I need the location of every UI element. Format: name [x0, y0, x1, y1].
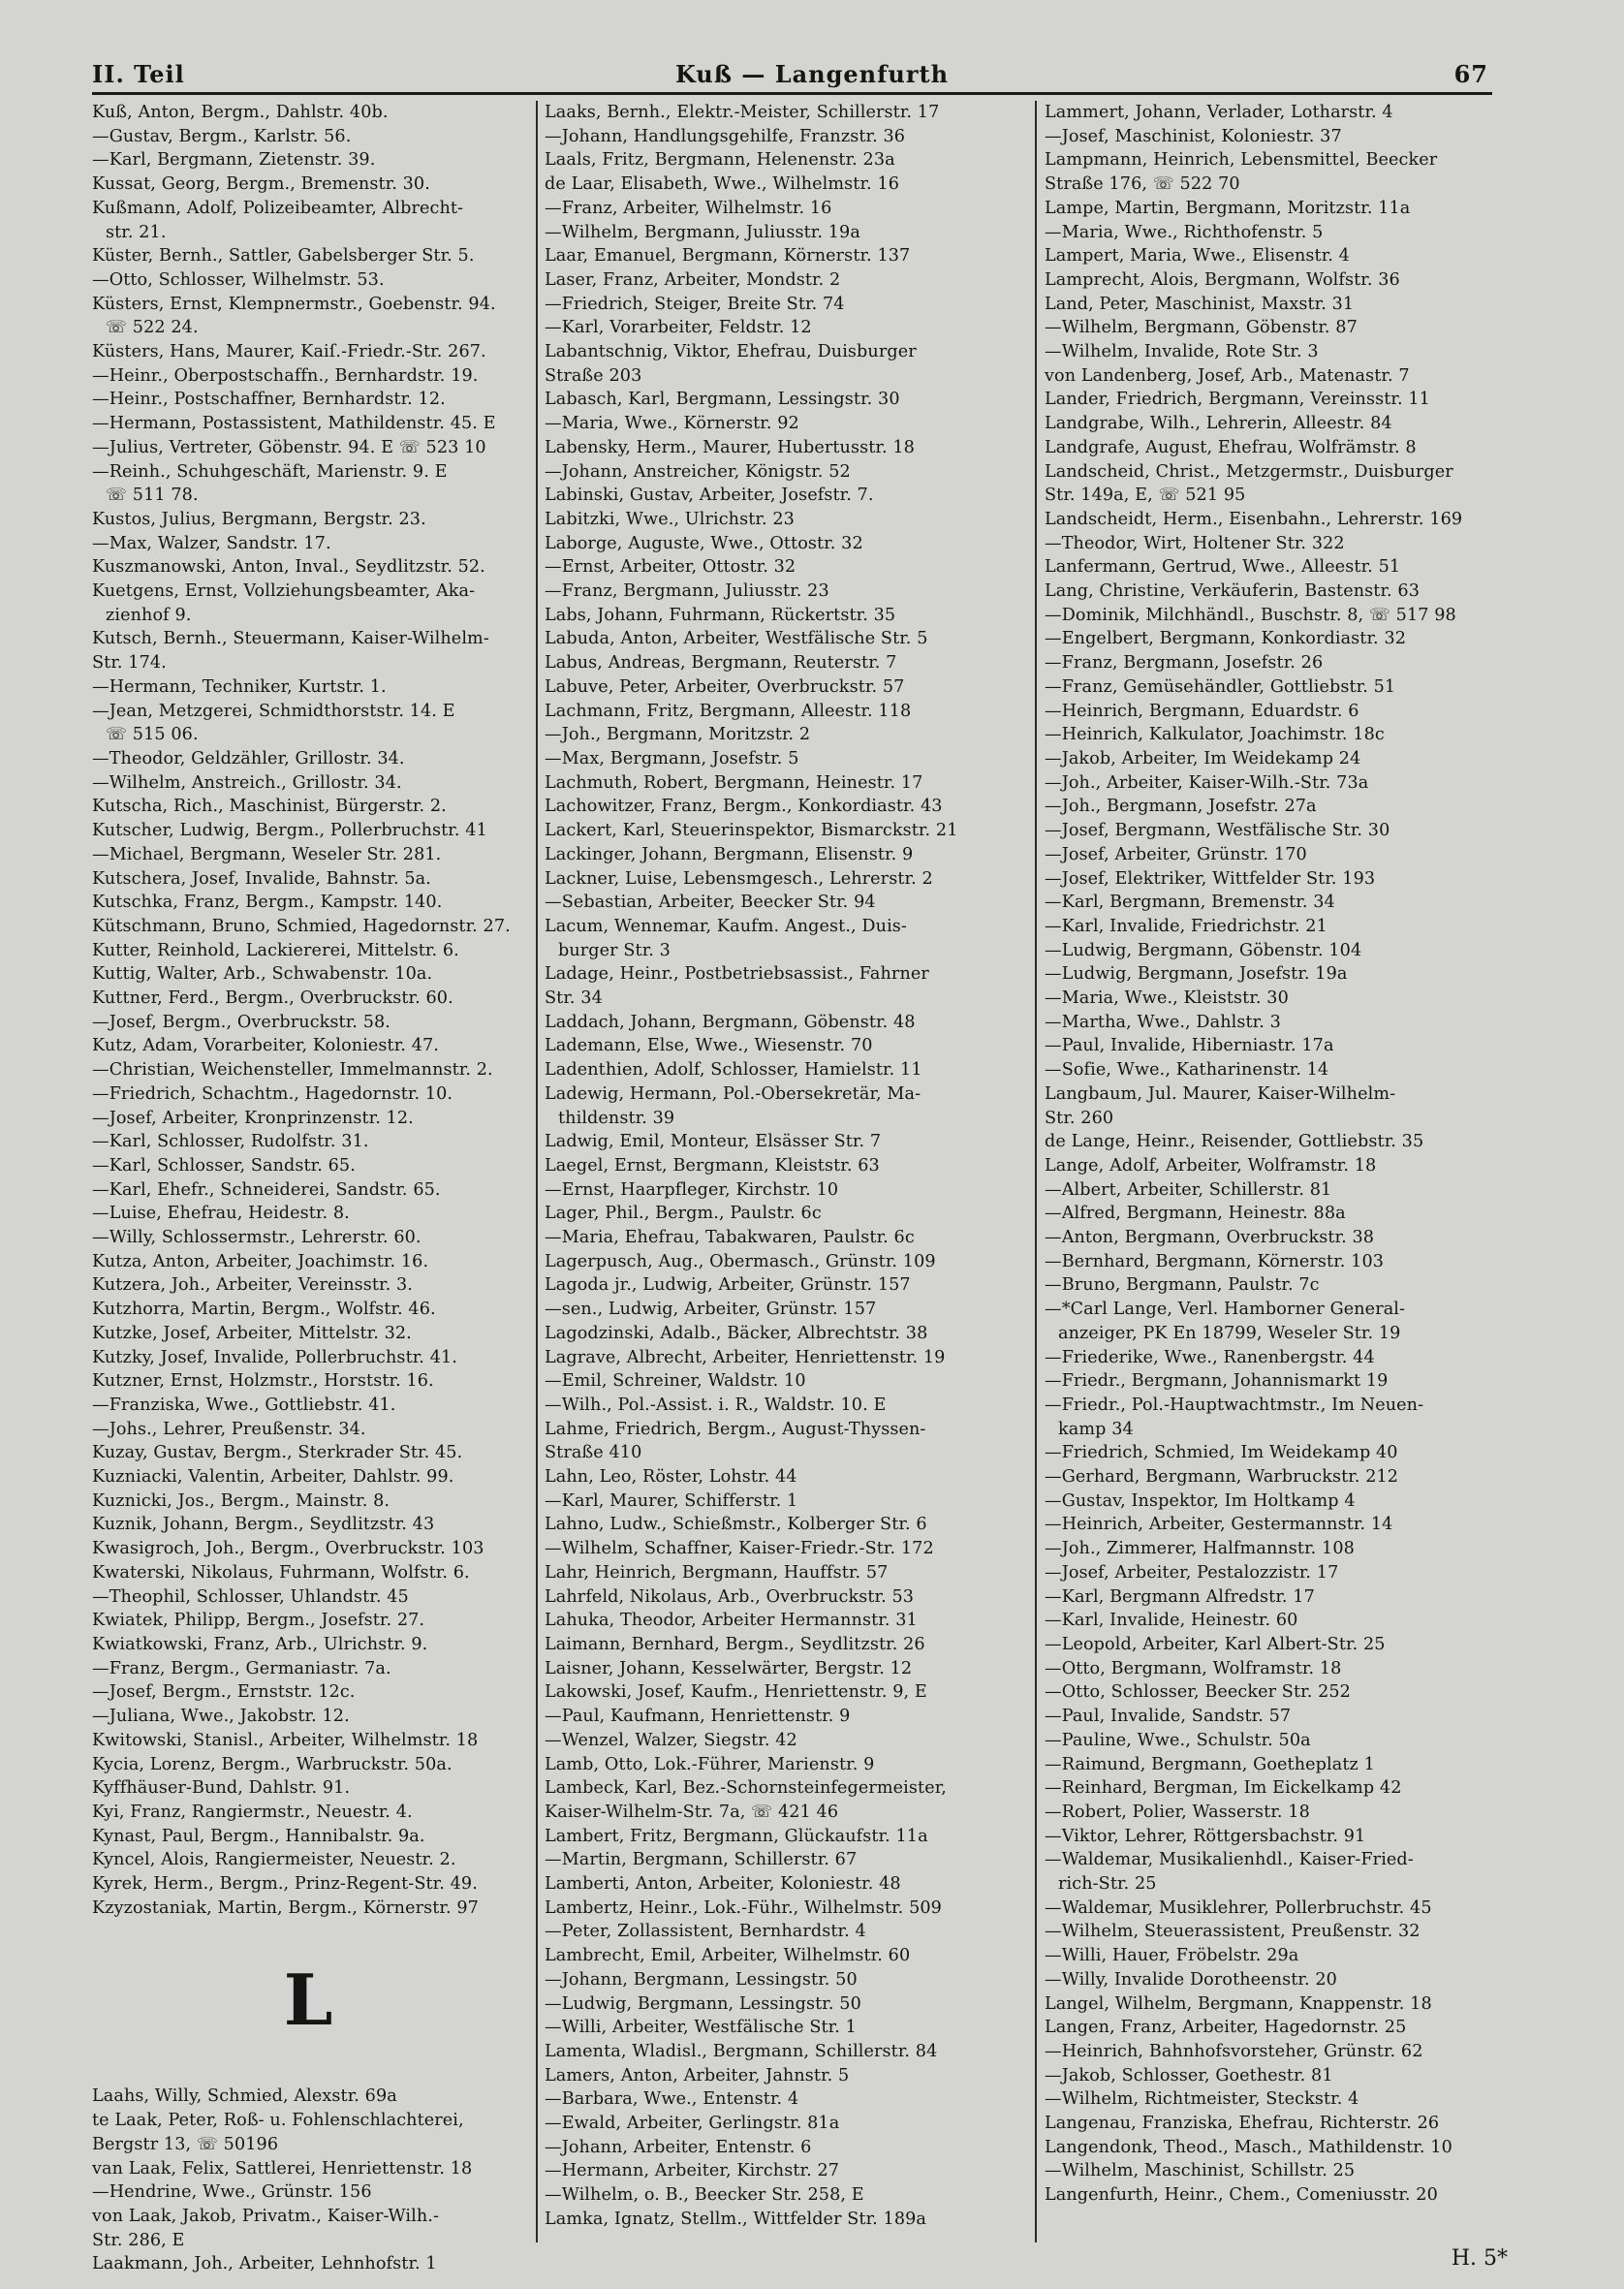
- directory-entry: —Barbara, Wwe., Entenstr. 4: [545, 2089, 799, 2110]
- directory-entry: —Heinr., Oberpostschaffn., Bernhardstr. 19.: [92, 365, 479, 386]
- directory-entry: —Dominik, Milchhändl., Buschstr. 8, ☏ 517 98: [1045, 605, 1456, 625]
- page-number: 67: [1453, 60, 1488, 88]
- directory-entry: Laakmann, Joh., Arbeiter, Lehnhofstr. 1: [92, 2254, 437, 2274]
- directory-entry: Langenau, Franziska, Ehefrau, Richterstr. 26: [1045, 2114, 1440, 2134]
- directory-entry: —Heinrich, Bahnhofsvorsteher, Grünstr. 62: [1045, 2041, 1423, 2061]
- directory-entry: Str. 286, E: [92, 2230, 185, 2250]
- directory-entry: Lager, Phil., Bergm., Paulstr. 6c: [545, 1204, 822, 1224]
- directory-entry: Lambert, Fritz, Bergmann, Glückaufstr. 11a: [545, 1826, 928, 1846]
- directory-entry: —Wilhelm, Schaffner, Kaiser-Friedr.-Str. 172: [545, 1539, 934, 1559]
- directory-entry: Labasch, Karl, Bergmann, Lessingstr. 30: [545, 390, 900, 410]
- directory-entry: —Wilhelm, o. B., Beecker Str. 258, E: [545, 2185, 864, 2206]
- directory-entry: Kyrek, Herm., Bergm., Prinz-Regent-Str. 49.: [92, 1874, 478, 1895]
- directory-entry: Kussat, Georg, Bergm., Bremenstr. 30.: [92, 174, 430, 195]
- directory-entry: —*Carl Lange, Verl. Hamborner General-: [1045, 1300, 1406, 1320]
- directory-entry: —Franz, Bergm., Germaniastr. 7a.: [92, 1658, 391, 1678]
- directory-entry: Küster, Bernh., Sattler, Gabelsberger Str. 5.: [92, 246, 475, 267]
- directory-entry: Kuetgens, Ernst, Vollziehungsbeamter, Aka-: [92, 581, 476, 602]
- directory-entry: —Karl, Ehefr., Schneiderei, Sandstr. 65.: [92, 1179, 441, 1200]
- directory-entry: Langenfurth, Heinr., Chem., Comeniusstr. 20: [1045, 2185, 1438, 2206]
- directory-entry: —Maria, Ehefrau, Tabakwaren, Paulstr. 6c: [545, 1228, 915, 1248]
- directory-entry: —Christian, Weichensteller, Immelmannstr. 2.: [92, 1060, 493, 1081]
- directory-entry: Lahuka, Theodor, Arbeiter Hermannstr. 31: [545, 1611, 918, 1631]
- directory-entry: Lademann, Else, Wwe., Wiesenstr. 70: [545, 1036, 873, 1056]
- directory-entry: ☏ 511 78.: [106, 486, 199, 506]
- directory-entry: —Gerhard, Bergmann, Warbruckstr. 212: [1045, 1467, 1399, 1488]
- directory-entry: —Friederike, Wwe., Ranenbergstr. 44: [1045, 1347, 1375, 1367]
- directory-entry: Kuznik, Johann, Bergm., Seydlitzstr. 43: [92, 1515, 435, 1535]
- directory-entry: Laimann, Bernhard, Bergm., Seydlitzstr. 26: [545, 1635, 925, 1654]
- directory-entry: Kutzner, Ernst, Holzmstr., Horststr. 16.: [92, 1371, 434, 1392]
- directory-entry: Langen, Franz, Arbeiter, Hagedornstr. 25: [1045, 2018, 1407, 2038]
- directory-entry: —Josef, Arbeiter, Pestalozzistr. 17: [1045, 1562, 1339, 1583]
- header-rule: [92, 92, 1492, 95]
- directory-entry: —Josef, Elektriker, Wittfelder Str. 193: [1045, 868, 1376, 889]
- directory-entry: —Paul, Kaufmann, Henriettenstr. 9: [545, 1707, 851, 1727]
- directory-entry: Str. 260: [1045, 1108, 1114, 1128]
- directory-entry: —Ludwig, Bergmann, Göbenstr. 104: [1045, 940, 1362, 960]
- directory-entry: —Ludwig, Bergmann, Josefstr. 19a: [1045, 964, 1348, 985]
- directory-entry: —Reinhard, Bergman, Im Eickelkamp 42: [1045, 1778, 1402, 1799]
- directory-entry: de Laar, Elisabeth, Wwe., Wilhelmstr. 16: [545, 174, 900, 195]
- directory-entry: —Friedr., Bergmann, Johannismarkt 19: [1045, 1371, 1389, 1392]
- directory-entry: —Julius, Vertreter, Göbenstr. 94. E ☏ 523 10: [92, 437, 486, 457]
- directory-entry: —Maria, Wwe., Kleiststr. 30: [1045, 988, 1289, 1009]
- directory-entry: —Willi, Hauer, Fröbelstr. 29a: [1045, 1946, 1299, 1966]
- directory-entry: burger Str. 3: [558, 940, 671, 960]
- directory-entry: Lachowitzer, Franz, Bergm., Konkordiastr. 43: [545, 797, 943, 817]
- directory-entry: Kutzky, Josef, Invalide, Pollerbruchstr. 41.: [92, 1347, 457, 1367]
- directory-entry: Kwiatek, Philipp, Bergm., Josefstr. 27.: [92, 1611, 425, 1631]
- directory-entry: Labus, Andreas, Bergmann, Reuterstr. 7: [545, 653, 897, 674]
- directory-entry: Kyncel, Alois, Rangiermeister, Neuestr. 2.: [92, 1850, 456, 1870]
- directory-entry: Str. 34: [545, 988, 603, 1009]
- directory-entry: —Willy, Schlossermstr., Lehrerstr. 60.: [92, 1228, 422, 1248]
- directory-entry: —Luise, Ehefrau, Heidestr. 8.: [92, 1204, 350, 1224]
- section-letter: L: [283, 1959, 333, 2042]
- directory-entry: —Hendrine, Wwe., Grünstr. 156: [92, 2182, 372, 2203]
- directory-entry: Lambeck, Karl, Bez.-Schornsteinfegermeister,: [545, 1778, 947, 1799]
- directory-entry: —Franz, Gemüsehändler, Gottliebstr. 51: [1045, 676, 1396, 697]
- directory-entry: —Heinr., Postschaffner, Bernhardstr. 12.: [92, 390, 446, 410]
- directory-entry: —Ludwig, Bergmann, Lessingstr. 50: [545, 1993, 861, 2014]
- directory-entry: Kutzhorra, Martin, Bergm., Wolfstr. 46.: [92, 1300, 436, 1320]
- directory-entry: Straße 176, ☏ 522 70: [1045, 174, 1240, 195]
- directory-entry: —Anton, Bergmann, Overbruckstr. 38: [1045, 1228, 1375, 1248]
- directory-entry: Kyffhäuser-Bund, Dahlstr. 91.: [92, 1778, 351, 1799]
- directory-entry: —Joh., Zimmerer, Halfmannstr. 108: [1045, 1539, 1355, 1559]
- directory-entry: rich-Str. 25: [1058, 1874, 1157, 1895]
- directory-entry: Laegel, Ernst, Bergmann, Kleiststr. 63: [545, 1155, 880, 1176]
- directory-entry: Langel, Wilhelm, Bergmann, Knappenstr. 18: [1045, 1993, 1432, 2014]
- directory-entry: —Willy, Invalide Dorotheenstr. 20: [1045, 1969, 1337, 1990]
- directory-entry: ☏ 522 24.: [106, 318, 199, 338]
- directory-entry: —Willi, Arbeiter, Westfälische Str. 1: [545, 2018, 857, 2038]
- directory-entry: —Maria, Wwe., Richthofenstr. 5: [1045, 222, 1324, 242]
- directory-entry: —Theodor, Wirt, Holtener Str. 322: [1045, 533, 1345, 553]
- directory-entry: —Wilhelm, Richtmeister, Steckstr. 4: [1045, 2089, 1359, 2110]
- directory-entry: Str. 174.: [92, 653, 167, 674]
- directory-entry: —Jakob, Schlosser, Goethestr. 81: [1045, 2065, 1333, 2085]
- column-1: [92, 101, 524, 2274]
- directory-entry: —Karl, Vorarbeiter, Feldstr. 12: [545, 318, 812, 338]
- running-head: Kuß — Langenfurth: [674, 60, 950, 88]
- directory-entry: —Ernst, Arbeiter, Ottostr. 32: [545, 557, 796, 578]
- directory-entry: Lammert, Johann, Verlader, Lotharstr. 4: [1045, 103, 1393, 122]
- directory-entry: —Johann, Arbeiter, Entenstr. 6: [545, 2137, 812, 2157]
- directory-entry: te Laak, Peter, Roß- u. Fohlenschlachterei,: [92, 2111, 464, 2131]
- column-divider: [536, 101, 538, 2242]
- directory-entry: —Karl, Invalide, Friedrichstr. 21: [1045, 916, 1327, 936]
- directory-entry: —Viktor, Lehrer, Röttgersbachstr. 91: [1045, 1826, 1366, 1846]
- directory-entry: Küsters, Hans, Maurer, Kaiſ.-Friedr.-Str. 267.: [92, 342, 486, 362]
- directory-entry: —Max, Bergmann, Josefstr. 5: [545, 748, 799, 768]
- directory-entry: —Reinh., Schuhgeschäft, Marienstr. 9. E: [92, 461, 448, 482]
- directory-entry: Lamberti, Anton, Arbeiter, Koloniestr. 48: [545, 1874, 901, 1895]
- directory-entry: —Heinrich, Arbeiter, Gestermannstr. 14: [1045, 1515, 1393, 1535]
- directory-entry: Ladwig, Emil, Monteur, Elsässer Str. 7: [545, 1132, 882, 1152]
- directory-entry: —Josef, Arbeiter, Grünstr. 170: [1045, 844, 1307, 864]
- column-2: [545, 101, 1029, 2262]
- directory-entry: Langendonk, Theod., Masch., Mathildenstr. 10: [1045, 2137, 1452, 2157]
- directory-entry: —Friedr., Pol.-Hauptwachtmstr., Im Neuen-: [1045, 1395, 1424, 1415]
- directory-entry: Lampert, Maria, Wwe., Elisenstr. 4: [1045, 246, 1350, 267]
- directory-entry: —Raimund, Bergmann, Goetheplatz 1: [1045, 1754, 1375, 1774]
- directory-entry: —Josef, Arbeiter, Kronprinzenstr. 12.: [92, 1108, 414, 1128]
- directory-entry: —Emil, Schreiner, Waldstr. 10: [545, 1371, 806, 1392]
- directory-entry: —Johs., Lehrer, Preußenstr. 34.: [92, 1419, 366, 1439]
- directory-entry: Kwiatkowski, Franz, Arb., Ulrichstr. 9.: [92, 1635, 428, 1654]
- directory-entry: —Hermann, Arbeiter, Kirchstr. 27: [545, 2161, 840, 2181]
- directory-entry: Kuttner, Ferd., Bergm., Overbruckstr. 60.: [92, 988, 453, 1009]
- directory-entry: —Josef, Bergm., Ernststr. 12c.: [92, 1682, 356, 1703]
- directory-entry: Lackner, Luise, Lebensmgesch., Lehrerstr. 2: [545, 868, 933, 889]
- directory-entry: —Albert, Arbeiter, Schillerstr. 81: [1045, 1179, 1332, 1200]
- directory-entry: Lahno, Ludw., Schießmstr., Kolberger Str. 6: [545, 1515, 927, 1535]
- directory-entry: Lagerpusch, Aug., Obermasch., Grünstr. 109: [545, 1251, 936, 1271]
- entry-list: [92, 101, 524, 1920]
- directory-entry: —Bernhard, Bergmann, Körnerstr. 103: [1045, 1251, 1385, 1271]
- directory-entry: —Paul, Invalide, Sandstr. 57: [1045, 1707, 1292, 1727]
- directory-entry: Lamb, Otto, Lok.-Führer, Marienstr. 9: [545, 1754, 875, 1774]
- directory-entry: Kußmann, Adolf, Polizeibeamter, Albrecht-: [92, 198, 464, 218]
- directory-entry: —Jakob, Arbeiter, Im Weidekamp 24: [1045, 748, 1361, 768]
- directory-entry: —Jean, Metzgerei, Schmidthorststr. 14. E: [92, 701, 455, 721]
- directory-entry: Kutscha, Rich., Maschinist, Bürgerstr. 2.: [92, 797, 447, 817]
- directory-entry: Kustos, Julius, Bergmann, Bergstr. 23.: [92, 509, 426, 529]
- directory-entry: —Michael, Bergmann, Weseler Str. 281.: [92, 844, 442, 864]
- directory-entry: —Friedrich, Schmied, Im Weidekamp 40: [1045, 1443, 1398, 1463]
- directory-entry: Laisner, Johann, Kesselwärter, Bergstr. 12: [545, 1658, 913, 1678]
- entry-list: [92, 2085, 524, 2276]
- directory-entry: zienhof 9.: [106, 605, 192, 625]
- directory-entry: —Ewald, Arbeiter, Gerlingstr. 81a: [545, 2114, 840, 2134]
- entry-list: [545, 101, 1029, 2232]
- directory-entry: —Engelbert, Bergmann, Konkordiastr. 32: [1045, 629, 1407, 649]
- directory-entry: Kuttig, Walter, Arb., Schwabenstr. 10a.: [92, 964, 433, 985]
- directory-entry: Landgrafe, August, Ehefrau, Wolfrämstr. 8: [1045, 437, 1417, 457]
- directory-entry: —Karl, Schlosser, Rudolfstr. 31.: [92, 1132, 369, 1152]
- directory-entry: Kuzay, Gustav, Bergm., Sterkrader Str. 45.: [92, 1443, 463, 1463]
- directory-entry: —Leopold, Arbeiter, Karl Albert-Str. 25: [1045, 1635, 1386, 1654]
- directory-entry: Straße 203: [545, 365, 642, 386]
- directory-entry: Lampe, Martin, Bergmann, Moritzstr. 11a: [1045, 198, 1411, 218]
- directory-entry: —Karl, Maurer, Schifferstr. 1: [545, 1490, 798, 1511]
- directory-entry: Lahme, Friedrich, Bergm., August-Thyssen-: [545, 1419, 926, 1439]
- directory-entry: —Josef, Bergm., Overbruckstr. 58.: [92, 1012, 390, 1032]
- directory-entry: —Franz, Bergmann, Josefstr. 26: [1045, 653, 1324, 674]
- directory-entry: —Franz, Arbeiter, Wilhelmstr. 16: [545, 198, 832, 218]
- directory-entry: de Lange, Heinr., Reisender, Gottliebstr. 35: [1045, 1132, 1424, 1152]
- directory-entry: Labinski, Gustav, Arbeiter, Josefstr. 7.: [545, 486, 874, 506]
- directory-entry: Bergstr 13, ☏ 50196: [92, 2134, 279, 2154]
- directory-entry: Kynast, Paul, Bergm., Hannibalstr. 9a.: [92, 1826, 425, 1846]
- directory-entry: —Karl, Invalide, Heinestr. 60: [1045, 1611, 1298, 1631]
- directory-entry: Straße 410: [545, 1443, 642, 1463]
- directory-entry: —Friedrich, Steiger, Breite Str. 74: [545, 294, 845, 314]
- directory-entry: —Wilhelm, Bergmann, Juliusstr. 19a: [545, 222, 860, 242]
- directory-entry: Landscheidt, Herm., Eisenbahn., Lehrerstr. 169: [1045, 509, 1463, 529]
- column-3: [1045, 101, 1502, 2262]
- directory-entry: Lamka, Ignatz, Stellm., Wittfelder Str. 189a: [545, 2209, 927, 2229]
- directory-entry: —Wilhelm, Steuerassistent, Preußenstr. 32: [1045, 1922, 1421, 1942]
- directory-entry: Küsters, Ernst, Klempnermstr., Goebenstr. 94.: [92, 294, 496, 314]
- directory-entry: anzeiger, PK En 18799, Weseler Str. 19: [1058, 1323, 1401, 1343]
- directory-entry: Laaks, Bernh., Elektr.-Meister, Schillerstr. 17: [545, 103, 940, 122]
- directory-entry: Lagodzinski, Adalb., Bäcker, Albrechtstr. 38: [545, 1323, 928, 1343]
- part-label: II. Teil: [92, 60, 185, 88]
- directory-entry: Lackinger, Johann, Bergmann, Elisenstr. 9: [545, 844, 914, 864]
- directory-entry: Labitzki, Wwe., Ulrichstr. 23: [545, 509, 795, 529]
- directory-entry: Lander, Friedrich, Bergmann, Vereinsstr. 11: [1045, 390, 1430, 410]
- directory-entry: kamp 34: [1058, 1419, 1134, 1439]
- directory-entry: —Heinrich, Bergmann, Eduardstr. 6: [1045, 701, 1359, 721]
- directory-entry: van Laak, Felix, Sattlerei, Henriettenstr. 18: [92, 2158, 473, 2179]
- directory-entry: Laddach, Johann, Bergmann, Göbenstr. 48: [545, 1012, 916, 1032]
- directory-entry: Lagrave, Albrecht, Arbeiter, Henriettenstr. 19: [545, 1347, 946, 1367]
- directory-entry: Lahrfeld, Nikolaus, Arb., Overbruckstr. 53: [545, 1586, 915, 1607]
- directory-entry: —Hermann, Techniker, Kurtstr. 1.: [92, 676, 387, 697]
- directory-entry: Labensky, Herm., Maurer, Hubertusstr. 18: [545, 437, 915, 457]
- directory-entry: —Joh., Arbeiter, Kaiser-Wilh.-Str. 73a: [1045, 772, 1369, 793]
- directory-entry: Kutsch, Bernh., Steuermann, Kaiser-Wilhelm-: [92, 629, 489, 649]
- directory-entry: Labuda, Anton, Arbeiter, Westfälische Str. 5: [545, 629, 928, 649]
- directory-entry: Lachmann, Fritz, Bergmann, Alleestr. 118: [545, 701, 912, 721]
- directory-entry: Kaiser-Wilhelm-Str. 7a, ☏ 421 46: [545, 1802, 839, 1822]
- directory-entry: —Maria, Wwe., Körnerstr. 92: [545, 414, 799, 434]
- directory-entry: —Waldemar, Musiklehrer, Pollerbruchstr. 45: [1045, 1897, 1432, 1918]
- directory-entry: Kütschmann, Bruno, Schmied, Hagedornstr. 27.: [92, 916, 511, 936]
- directory-entry: —Karl, Schlosser, Sandstr. 65.: [92, 1155, 356, 1176]
- directory-entry: Ladage, Heinr., Postbetriebsassist., Fahrner: [545, 964, 929, 985]
- directory-entry: Langbaum, Jul. Maurer, Kaiser-Wilhelm-: [1045, 1083, 1396, 1104]
- directory-entry: —Waldemar, Musikalienhdl., Kaiser-Fried-: [1045, 1850, 1414, 1870]
- directory-entry: —Sebastian, Arbeiter, Beecker Str. 94: [545, 893, 876, 913]
- directory-entry: —sen., Ludwig, Arbeiter, Grünstr. 157: [545, 1300, 877, 1320]
- directory-entry: Lakowski, Josef, Kaufm., Henriettenstr. 9, E: [545, 1682, 927, 1703]
- directory-entry: —Heinrich, Kalkulator, Joachimstr. 18c: [1045, 725, 1385, 745]
- directory-entry: —Johann, Anstreicher, Königstr. 52: [545, 461, 851, 482]
- directory-entry: —Joh., Bergmann, Moritzstr. 2: [545, 725, 811, 745]
- directory-entry: str. 21.: [106, 222, 167, 242]
- directory-entry: Lampmann, Heinrich, Lebensmittel, Beecker: [1045, 150, 1438, 171]
- directory-entry: —Alfred, Bergmann, Heinestr. 88a: [1045, 1204, 1346, 1224]
- directory-entry: —Paul, Invalide, Hiberniastr. 17a: [1045, 1036, 1334, 1056]
- directory-entry: —Theodor, Geldzähler, Grillostr. 34.: [92, 748, 405, 768]
- directory-entry: Kuszmanowski, Anton, Inval., Seydlitzstr. 52.: [92, 557, 485, 578]
- directory-entry: —Sofie, Wwe., Katharinenstr. 14: [1045, 1060, 1329, 1081]
- directory-entry: —Pauline, Wwe., Schulstr. 50a: [1045, 1730, 1311, 1750]
- directory-entry: Labs, Johann, Fuhrmann, Rückertstr. 35: [545, 605, 896, 625]
- directory-entry: —Theophil, Schlosser, Uhlandstr. 45: [92, 1586, 409, 1607]
- directory-entry: Ladenthien, Adolf, Schlosser, Hamielstr. 11: [545, 1060, 922, 1081]
- directory-entry: Lamers, Anton, Arbeiter, Jahnstr. 5: [545, 2065, 850, 2085]
- directory-entry: —Bruno, Bergmann, Paulstr. 7c: [1045, 1275, 1320, 1296]
- directory-entry: Kutter, Reinhold, Lackiererei, Mittelstr. 6.: [92, 940, 459, 960]
- directory-entry: —Max, Walzer, Sandstr. 17.: [92, 533, 331, 553]
- directory-entry: von Laak, Jakob, Privatm., Kaiser-Wilh.-: [92, 2206, 440, 2226]
- directory-entry: —Otto, Schlosser, Beecker Str. 252: [1045, 1682, 1351, 1703]
- directory-entry: Kutz, Adam, Vorarbeiter, Koloniestr. 47.: [92, 1036, 439, 1056]
- directory-entry: Kutzke, Josef, Arbeiter, Mittelstr. 32.: [92, 1323, 412, 1343]
- directory-entry: —Karl, Bergmann, Zietenstr. 39.: [92, 150, 376, 171]
- directory-entry: Kutza, Anton, Arbeiter, Joachimstr. 16.: [92, 1251, 429, 1271]
- directory-entry: Laals, Fritz, Bergmann, Helenenstr. 23a: [545, 150, 895, 171]
- directory-entry: —Otto, Bergmann, Wolframstr. 18: [1045, 1658, 1342, 1678]
- directory-entry: Lamenta, Wladisl., Bergmann, Schillerstr. 84: [545, 2041, 938, 2061]
- directory-entry: —Wilhelm, Anstreich., Grillostr. 34.: [92, 772, 402, 793]
- directory-entry: Kwasigroch, Joh., Bergm., Overbruckstr. 103: [92, 1539, 484, 1559]
- directory-entry: —Wilh., Pol.-Assist. i. R., Waldstr. 10. E: [545, 1395, 887, 1415]
- directory-entry: —Hermann, Postassistent, Mathildenstr. 45. E: [92, 414, 496, 434]
- directory-entry: Landscheid, Christ., Metzgermstr., Duisburger: [1045, 461, 1453, 482]
- directory-entry: von Landenberg, Josef, Arb., Matenastr. 7: [1045, 365, 1410, 386]
- directory-entry: Lambertz, Heinr., Lok.-Führ., Wilhelmstr. 509: [545, 1897, 942, 1918]
- directory-entry: Landgrabe, Wilh., Lehrerin, Alleestr. 84: [1045, 414, 1392, 434]
- directory-entry: Kwaterski, Nikolaus, Fuhrmann, Wolfstr. 6.: [92, 1562, 470, 1583]
- directory-entry: —Josef, Bergmann, Westfälische Str. 30: [1045, 821, 1390, 841]
- directory-entry: ☏ 515 06.: [106, 725, 199, 745]
- directory-entry: Lahr, Heinrich, Bergmann, Hauffstr. 57: [545, 1562, 889, 1583]
- directory-entry: Lahn, Leo, Röster, Lohstr. 44: [545, 1467, 797, 1488]
- directory-entry: Kycia, Lorenz, Bergm., Warbruckstr. 50a.: [92, 1754, 453, 1774]
- column-divider: [1035, 101, 1037, 2242]
- directory-entry: Laborge, Auguste, Wwe., Ottostr. 32: [545, 533, 863, 553]
- directory-entry: Str. 149a, E, ☏ 521 95: [1045, 486, 1246, 506]
- directory-entry: —Gustav, Bergm., Karlstr. 56.: [92, 126, 352, 146]
- directory-entry: Kutzera, Joh., Arbeiter, Vereinsstr. 3.: [92, 1275, 413, 1296]
- directory-entry: —Martha, Wwe., Dahlstr. 3: [1045, 1012, 1281, 1032]
- directory-entry: thildenstr. 39: [558, 1108, 675, 1128]
- directory-entry: —Martin, Bergmann, Schillerstr. 67: [545, 1850, 858, 1870]
- directory-entry: Lanfermann, Gertrud, Wwe., Alleestr. 51: [1045, 557, 1401, 578]
- directory-entry: —Juliana, Wwe., Jakobstr. 12.: [92, 1707, 350, 1727]
- entry-list: [1045, 101, 1502, 2208]
- directory-entry: Laar, Emanuel, Bergmann, Körnerstr. 137: [545, 246, 911, 267]
- directory-entry: Kuzniacki, Valentin, Arbeiter, Dahlstr. 99.: [92, 1467, 454, 1488]
- directory-entry: —Peter, Zollassistent, Bernhardstr. 4: [545, 1922, 866, 1942]
- directory-entry: Lackert, Karl, Steuerinspektor, Bismarckstr. 21: [545, 821, 958, 841]
- directory-entry: Kutscher, Ludwig, Bergm., Pollerbruchstr. 41: [92, 821, 487, 841]
- signature-mark: H. 5*: [1451, 2246, 1508, 2271]
- directory-entry: Labuve, Peter, Arbeiter, Overbruckstr. 57: [545, 676, 905, 697]
- directory-entry: —Franziska, Wwe., Gottliebstr. 41.: [92, 1395, 396, 1415]
- directory-entry: Kutschera, Josef, Invalide, Bahnstr. 5a.: [92, 868, 431, 889]
- directory-entry: Lang, Christine, Verkäuferin, Bastenstr. 63: [1045, 581, 1421, 602]
- directory-entry: Labantschnig, Viktor, Ehefrau, Duisburger: [545, 342, 917, 362]
- directory-entry: —Wenzel, Walzer, Siegstr. 42: [545, 1730, 797, 1750]
- directory-entry: Laahs, Willy, Schmied, Alexstr. 69a: [92, 2086, 397, 2107]
- directory-entry: Lacum, Wennemar, Kaufm. Angest., Duis-: [545, 916, 907, 936]
- directory-entry: —Otto, Schlosser, Wilhelmstr. 53.: [92, 269, 385, 290]
- directory-entry: Kyi, Franz, Rangiermstr., Neuestr. 4.: [92, 1802, 413, 1822]
- directory-entry: Kwitowski, Stanisl., Arbeiter, Wilhelmstr. 18: [92, 1730, 479, 1750]
- directory-entry: —Karl, Bergmann Alfredstr. 17: [1045, 1586, 1315, 1607]
- directory-entry: —Josef, Maschinist, Koloniestr. 37: [1045, 126, 1342, 146]
- directory-entry: —Ernst, Haarpfleger, Kirchstr. 10: [545, 1179, 839, 1200]
- directory-entry: Lambrecht, Emil, Arbeiter, Wilhelmstr. 60: [545, 1946, 911, 1966]
- directory-entry: Lagoda jr., Ludwig, Arbeiter, Grünstr. 157: [545, 1275, 911, 1296]
- directory-entry: —Johann, Bergmann, Lessingstr. 50: [545, 1969, 858, 1990]
- directory-entry: —Karl, Bergmann, Bremenstr. 34: [1045, 893, 1335, 913]
- directory-entry: Kuß, Anton, Bergm., Dahlstr. 40b.: [92, 103, 389, 122]
- directory-entry: Lamprecht, Alois, Bergmann, Wolfstr. 36: [1045, 269, 1400, 290]
- directory-entry: Kzyzostaniak, Martin, Bergm., Körnerstr. 97: [92, 1897, 479, 1918]
- directory-entry: —Wilhelm, Invalide, Rote Str. 3: [1045, 342, 1319, 362]
- directory-entry: Land, Peter, Maschinist, Maxstr. 31: [1045, 294, 1355, 314]
- directory-entry: Lange, Adolf, Arbeiter, Wolframstr. 18: [1045, 1155, 1377, 1176]
- directory-entry: Laser, Franz, Arbeiter, Mondstr. 2: [545, 269, 841, 290]
- directory-entry: —Joh., Bergmann, Josefstr. 27a: [1045, 797, 1317, 817]
- directory-entry: —Franz, Bergmann, Juliusstr. 23: [545, 581, 829, 602]
- directory-entry: Kutschka, Franz, Bergm., Kampstr. 140.: [92, 893, 443, 913]
- directory-entry: —Wilhelm, Maschinist, Schillstr. 25: [1045, 2161, 1356, 2181]
- directory-entry: Lachmuth, Robert, Bergmann, Heinestr. 17: [545, 772, 923, 793]
- directory-entry: —Johann, Handlungsgehilfe, Franzstr. 36: [545, 126, 906, 146]
- directory-entry: Kuznicki, Jos., Bergm., Mainstr. 8.: [92, 1490, 390, 1511]
- directory-entry: —Robert, Polier, Wasserstr. 18: [1045, 1802, 1310, 1822]
- directory-entry: —Wilhelm, Bergmann, Göbenstr. 87: [1045, 318, 1358, 338]
- directory-entry: —Gustav, Inspektor, Im Holtkamp 4: [1045, 1490, 1356, 1511]
- directory-entry: Ladewig, Hermann, Pol.-Obersekretär, Ma-: [545, 1083, 921, 1104]
- directory-entry: —Friedrich, Schachtm., Hagedornstr. 10.: [92, 1083, 453, 1104]
